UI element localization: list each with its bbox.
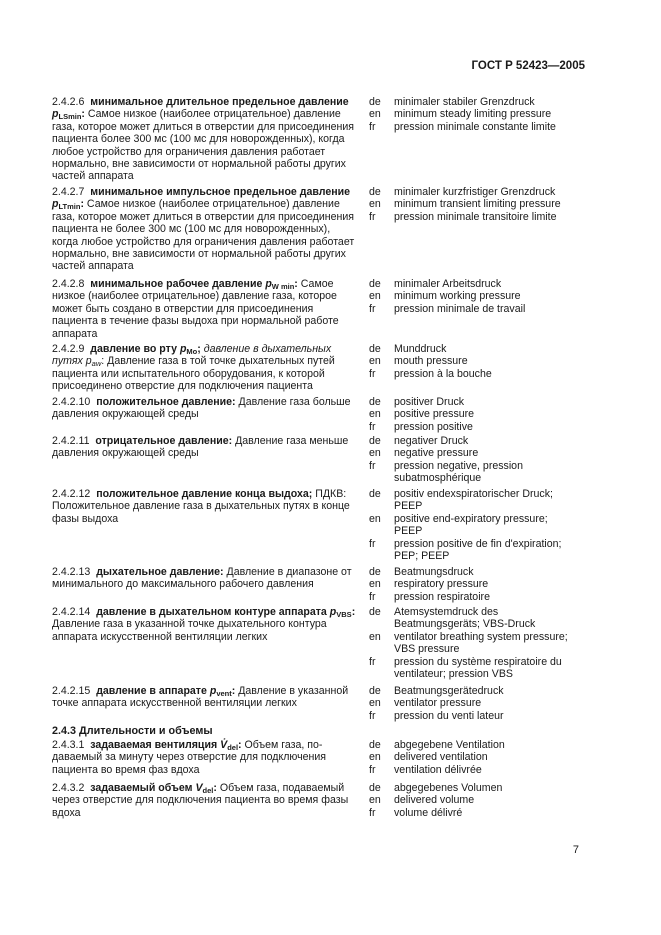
translations: de Atemsystemdruck des Beatmungsgeräts; VBS-Druck en ventilator breathing system pressure; VBS pressure fr pression du système respiratoire du ventilateur; pression VBS [369, 606, 568, 681]
term-definition: 2.4.2.6 минимальное длительное предельное давление $p_{LSmin}$: Самое низкое (наиболее отрицательное) давление газа, которое может длиться в отверстии для присоединения пациента более 300 мс (100 мс для новорожденных), когда любое устройство для ограничения давления работает нормально, вне зависимости от нормальной работы других частей аппарата [52, 96, 355, 183]
section-heading: 2.4.3 Длительности и объемы [52, 725, 213, 737]
term-definition: 2.4.2.8 минимальное рабочее давление $p_{W min}$: Самое низкое (наиболее отрицательное) давление газа, которое может быть создано в отверстии для присоединения пациента в течение фазы выдоха при нормальной работе аппарата [52, 278, 339, 340]
term-definition: 2.4.2.14 давление в дыхательном контуре аппарата $p_{VBS}$: Давление газа в указанной точке дыхательного контура аппарата искусственной вентиляции легких [52, 606, 356, 643]
translations: de minimaler Arbeitsdruck en minimum working pressure fr pression minimale de travail [369, 278, 526, 315]
translations: de Munddruck en mouth pressure fr pression à la bouche [369, 343, 492, 380]
translations: de minimaler kurzfristiger Grenzdruck en minimum transient limiting pressure fr pression minimale transitoire limite [369, 186, 561, 223]
translations: de abgegebenes Volumen en delivered volume fr volume délivré [369, 782, 503, 819]
term-definition: 2.4.2.10 положительное давление: Давление газа больше давления окружающей среды [52, 396, 351, 421]
term-definition: 2.4.3.2 задаваемый объем $V_{del}$: Объем газа, подаваемый через отверстие для подключения пациента во время фазы вдоха [52, 782, 349, 819]
translations: de Beatmungsgerätedruck en ventilator pressure fr pression du venti lateur [369, 685, 504, 722]
translations: de Beatmungsdruck en respiratory pressure fr pression respiratoire [369, 566, 490, 603]
translations: de negativer Druck en negative pressure fr pression negative, pression subatmosphérique [369, 435, 523, 485]
term-definition: 2.4.2.15 давление в аппарате $p_{vent}$: Давление в указанной точке аппарата искусственной вентиляции легких [52, 685, 349, 710]
term-definition: 2.4.2.13 дыхательное давление: Давление в диапазоне от минимального до максимального рабочего давления [52, 566, 352, 591]
term-definition: 2.4.2.7 минимальное импульсное предельное давление $p_{LTmin}$: Самое низкое (наиболее отрицательное) давление газа, которое может длиться в отверстии для присоединения пациента не более 300 мс (100 мс для новорожденных), когда любое устройство для ограничения давления работает нормально, вне зависимости от нормальной работы других частей аппарата [52, 186, 355, 273]
term-definition: 2.4.2.9 давление во рту $p_{Mo}$; давление в дыхательных путях $p_{aw}$: Давление газа в той точке дыхательных путей пациента или испытательного оборудования, к которой присоединено отверстие для подключения пациента [52, 343, 335, 393]
term-definition: 2.4.2.11 отрицательное давление: Давление газа меньше давления окружающей среды [52, 435, 349, 460]
translations: de minimaler stabiler Grenzdruck en minimum steady limiting pressure fr pression minimale constante limite [369, 96, 556, 133]
translations: de abgegebene Ventilation en delivered ventilation fr ventilation délivrée [369, 739, 505, 776]
translations: de positiv endexspiratorischer Druck; PEEP en positive end-expiratory pressure; PEEP fr pression positive de fin d'expiration; PEP; PEEP [369, 488, 562, 563]
page-number: 7 [572, 844, 579, 856]
translations: de positiver Druck en positive pressure fr pression positive [369, 396, 475, 433]
term-definition: 2.4.2.12 положительное давление конца выдоха; ПДКВ: Положительное давление газа в дыхательных путях в конце фазы выдоха [52, 488, 350, 525]
page-header: ГОСТ Р 52423—2005 [471, 60, 585, 72]
term-definition: 2.4.3.1 задаваемая вентиляция $V̇_{del}$: Объем газа, подаваемый за минуту через отверстие для подключения пациента во время фаз вдоха [52, 739, 327, 776]
